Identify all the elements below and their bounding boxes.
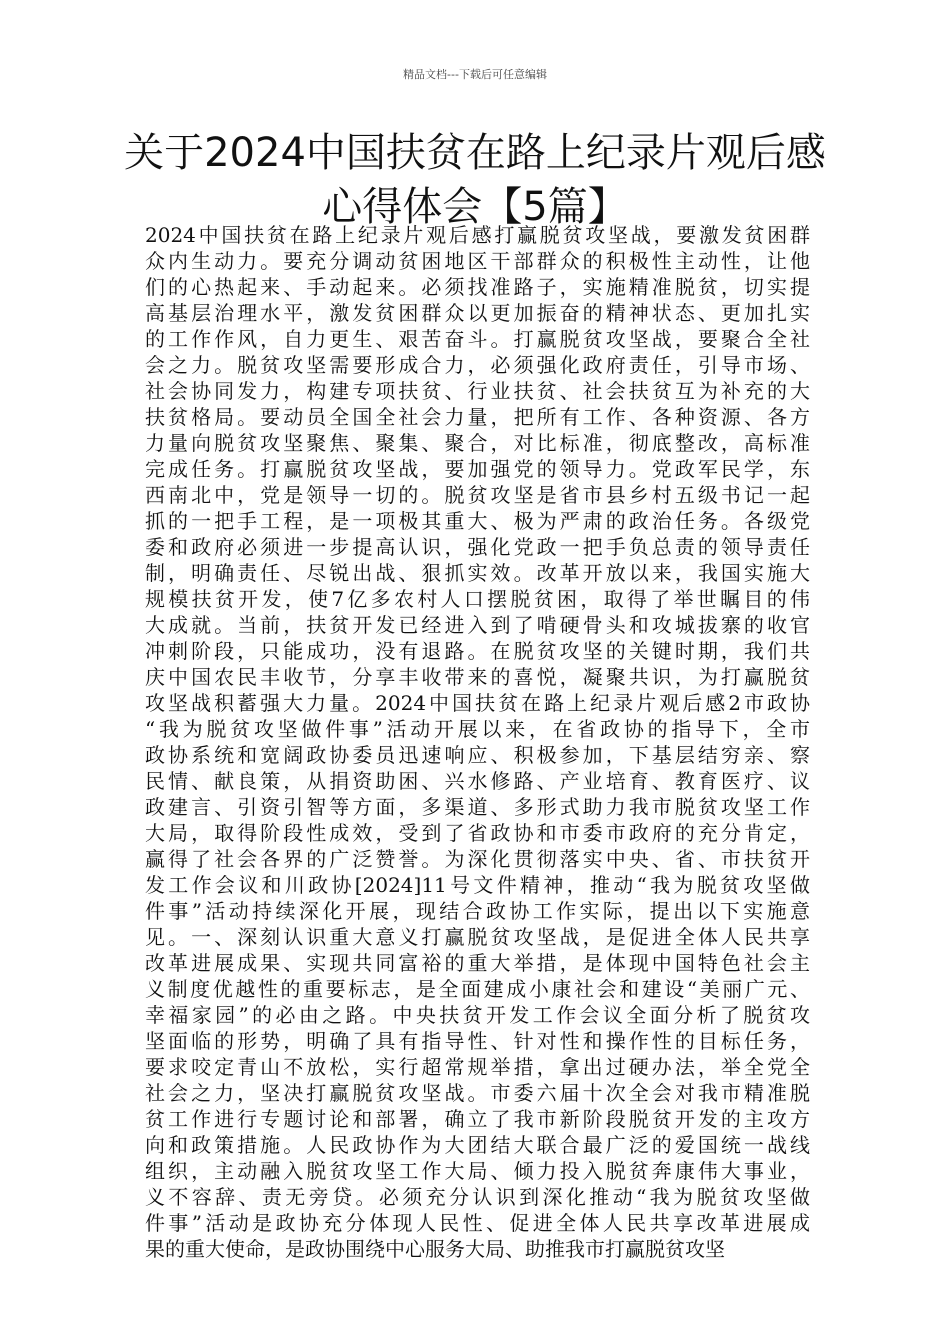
body-text-line: 义制度优越性的重要标志，是全面建成小康社会和建设“美丽广元、 — [145, 977, 810, 1001]
body-text-line: 件事”活动持续深化开展，现结合政协工作实际，提出以下实施意 — [145, 899, 810, 923]
body-text-line: 冲刺阶段，只能成功，没有退路。在脱贫攻坚的关键时期，我们共 — [145, 639, 810, 663]
body-text-line: 坚面临的形势，明确了具有指导性、针对性和操作性的目标任务， — [145, 1029, 810, 1053]
body-text-line: 幸福家园”的必由之路。中央扶贫开发工作会议全面分析了脱贫攻 — [145, 1003, 810, 1027]
body-text-line: “我为脱贫攻坚做件事”活动开展以来，在省政协的指导下，全市 — [145, 717, 810, 741]
body-text-line: 们的心热起来、手动起来。必须找准路子，实施精准脱贫，切实提 — [145, 275, 810, 299]
body-text-line: 扶贫格局。要动员全国全社会力量，把所有工作、各种资源、各方 — [145, 405, 810, 429]
body-text-line: 果的重大使命，是政协围绕中心服务大局、助推我市打赢脱贫攻坚 — [145, 1237, 725, 1261]
body-text-line: 抓的一把手工程，是一项极其重大、极为严肃的政治任务。各级党 — [145, 509, 810, 533]
body-text-line: 委和政府必须进一步提高认识，强化党政一把手负总责的领导责任 — [145, 535, 810, 559]
body-text-line: 的工作作风，自力更生、艰苦奋斗。打赢脱贫攻坚战，要聚合全社 — [145, 327, 810, 351]
body-text-line: 会之力。脱贫攻坚需要形成合力，必须强化政府责任，引导市场、 — [145, 353, 810, 377]
document-title: 关于2024中国扶贫在路上纪录片观后感心得体会【5篇】 — [124, 130, 826, 230]
body-text-line: 攻坚战积蓄强大力量。2024中国扶贫在路上纪录片观后感2市政协 — [145, 691, 810, 715]
header-note: 精品文档---下载后可任意编辑 — [403, 68, 547, 81]
document-body — [145, 222, 810, 1262]
body-text-line: 向和政策措施。人民政协作为大团结大联合最广泛的爱国统一战线 — [145, 1133, 810, 1157]
body-text-line: 贫工作进行专题讨论和部署，确立了我市新阶段脱贫开发的主攻方 — [145, 1107, 810, 1131]
body-text-line: 力量向脱贫攻坚聚焦、聚集、聚合，对比标准，彻底整改，高标准 — [145, 431, 810, 455]
body-text-line: 政协系统和宽阔政协委员迅速响应、积极参加，下基层结穷亲、察 — [145, 743, 810, 767]
body-text-line: 组织，主动融入脱贫攻坚工作大局、倾力投入脱贫奔康伟大事业， — [145, 1159, 810, 1183]
body-text-line: 民情、献良策，从捐资助困、兴水修路、产业培育、教育医疗、议 — [145, 769, 810, 793]
body-text-line: 规模扶贫开发，使7亿多农村人口摆脱贫困，取得了举世瞩目的伟 — [145, 587, 810, 611]
body-text-line: 赢得了社会各界的广泛赞誉。为深化贯彻落实中央、省、市扶贫开 — [145, 847, 810, 871]
body-text-line: 要求咬定青山不放松，实行超常规举措，拿出过硬办法，举全党全 — [145, 1055, 810, 1079]
body-text-line: 社会协同发力，构建专项扶贫、行业扶贫、社会扶贫互为补充的大 — [145, 379, 810, 403]
body-text-line: 完成任务。打赢脱贫攻坚战，要加强党的领导力。党政军民学，东 — [145, 457, 810, 481]
body-text-line: 政建言、引资引智等方面，多渠道、多形式助力我市脱贫攻坚工作 — [145, 795, 810, 819]
body-text-line: 改革进展成果、实现共同富裕的重大举措，是体现中国特色社会主 — [145, 951, 810, 975]
body-text-line: 2024中国扶贫在路上纪录片观后感打赢脱贫攻坚战，要激发贫困群 — [145, 223, 810, 247]
body-text-line: 义不容辞、责无旁贷。必须充分认识到深化推动“我为脱贫攻坚做 — [145, 1185, 810, 1209]
body-text-line: 发工作会议和川政协[2024]11号文件精神，推动“我为脱贫攻坚做 — [145, 873, 810, 897]
body-text-line: 见。一、深刻认识重大意义打赢脱贫攻坚战，是促进全体人民共享 — [145, 925, 810, 949]
body-text-line: 大局，取得阶段性成效，受到了省政协和市委市政府的充分肯定， — [145, 821, 810, 845]
body-text-line: 庆中国农民丰收节，分享丰收带来的喜悦，凝聚共识，为打赢脱贫 — [145, 665, 810, 689]
body-text-line: 大成就。当前，扶贫开发已经进入到了啃硬骨头和攻城拔寨的收官 — [145, 613, 810, 637]
body-text-line: 制，明确责任、尽锐出战、狠抓实效。改革开放以来，我国实施大 — [145, 561, 810, 585]
body-text-line: 件事”活动是政协充分体现人民性、促进全体人民共享改革进展成 — [145, 1211, 810, 1235]
body-text-line: 社会之力，坚决打赢脱贫攻坚战。市委六届十次全会对我市精准脱 — [145, 1081, 810, 1105]
body-text-line: 高基层治理水平，激发贫困群众以更加振奋的精神状态、更加扎实 — [145, 301, 810, 325]
body-text-line: 西南北中，党是领导一切的。脱贫攻坚是省市县乡村五级书记一起 — [145, 483, 810, 507]
body-text-line: 众内生动力。要充分调动贫困地区干部群众的积极性主动性，让他 — [145, 249, 810, 273]
